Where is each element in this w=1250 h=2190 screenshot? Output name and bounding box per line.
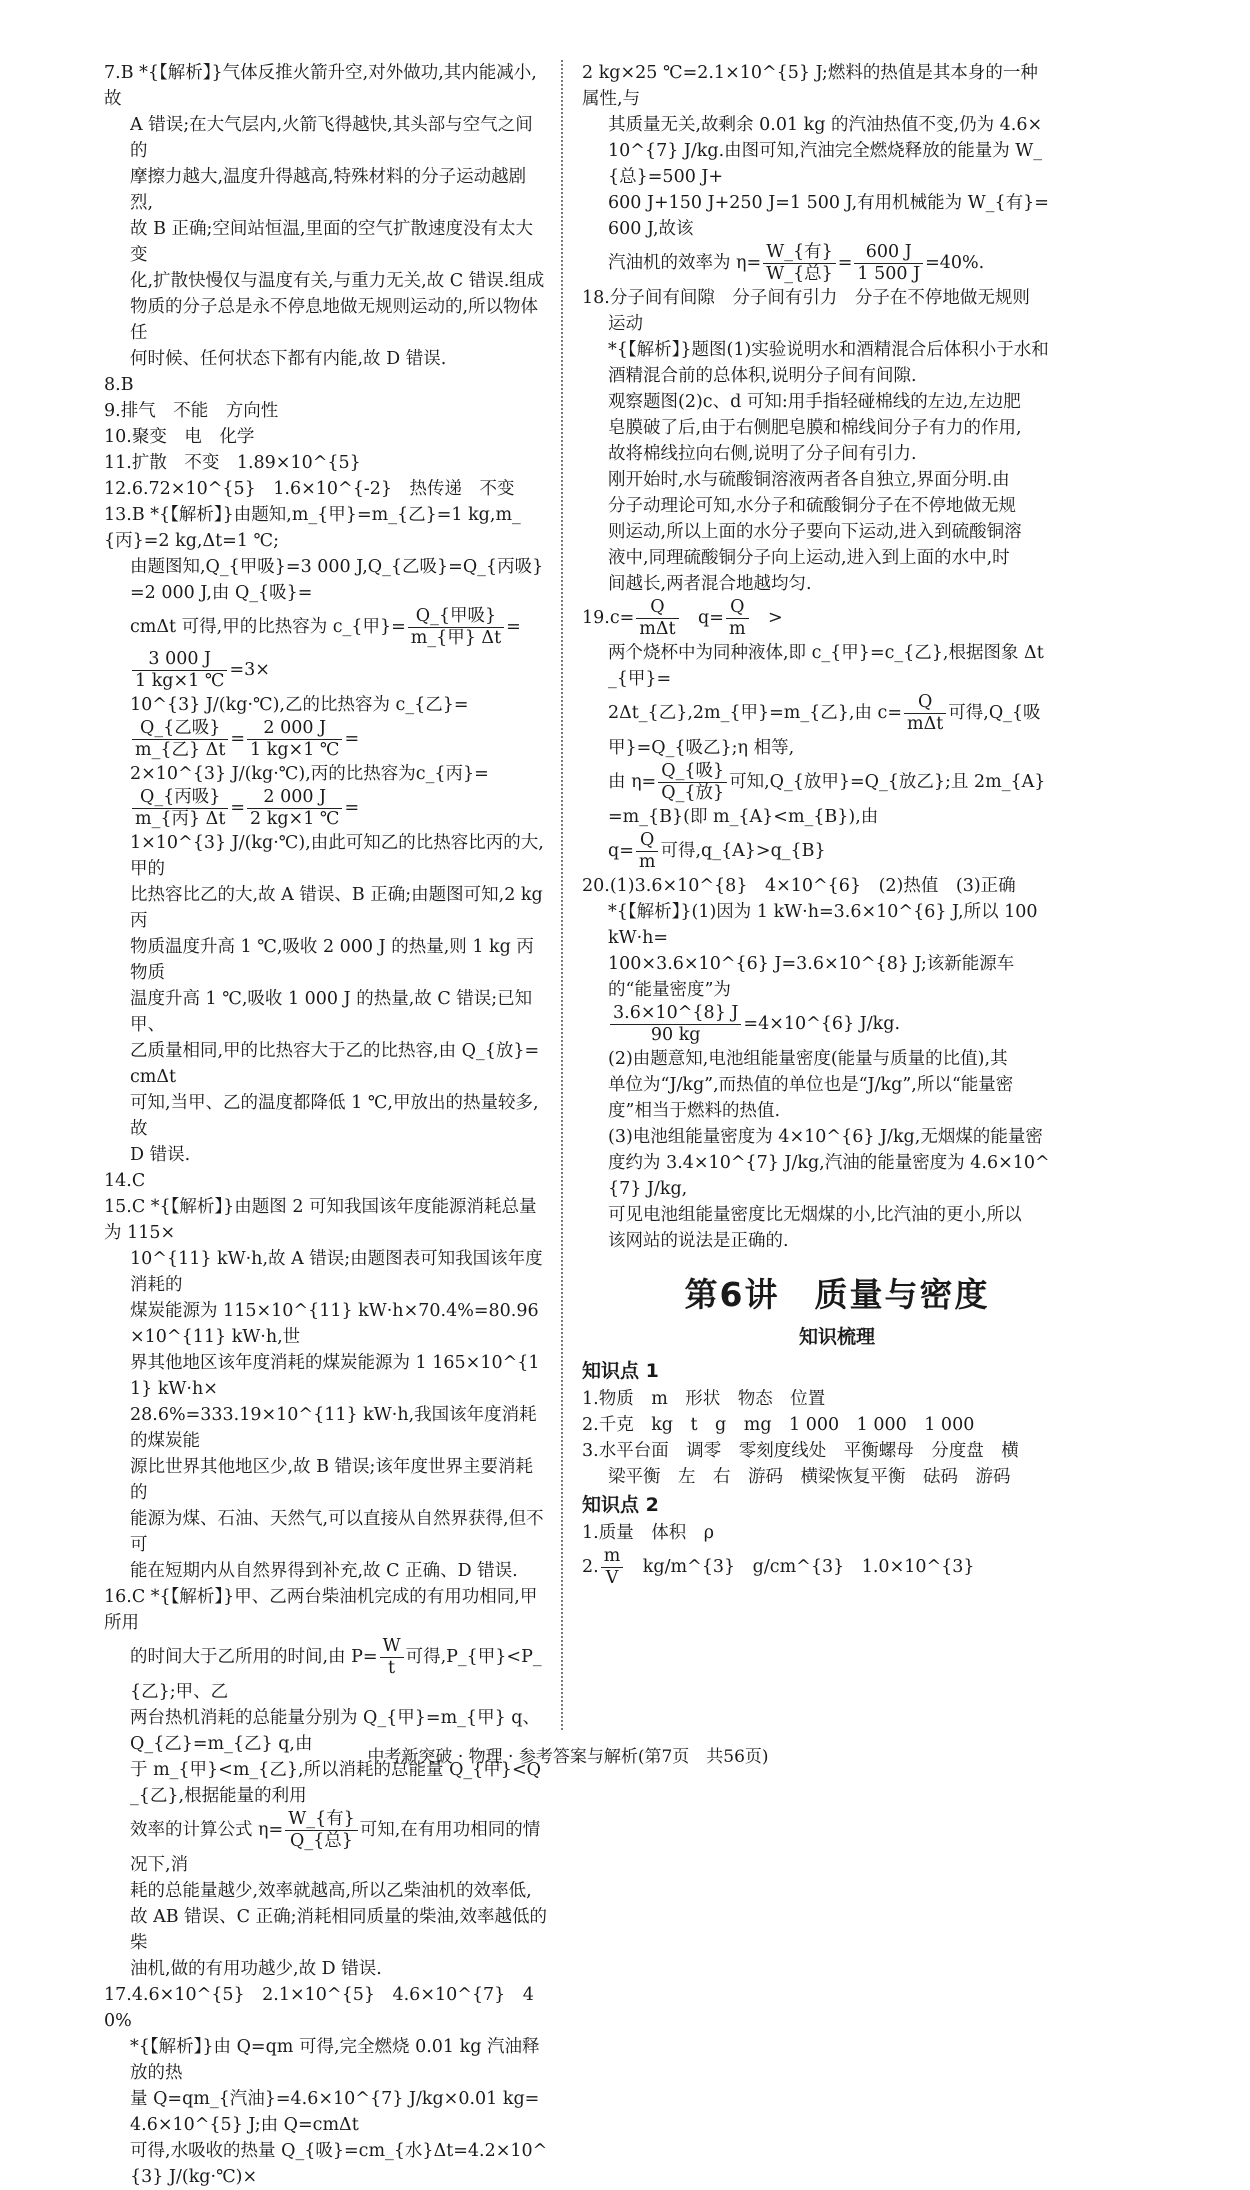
text-line bbox=[582, 830, 1052, 873]
fraction-denominator: m_{丙} Δt bbox=[135, 809, 226, 829]
text-run: 19.c= bbox=[582, 608, 635, 628]
fraction-denominator: 1 500 J bbox=[857, 264, 921, 284]
text-line bbox=[104, 1809, 548, 1878]
text-line: 源比世界其他地区少,故 B 错误;该年度世界主要消耗的 bbox=[130, 1457, 533, 1503]
answer-item bbox=[582, 1412, 1052, 1438]
text-line: 2.千克 kg t g mg 1 000 1 000 1 000 bbox=[582, 1415, 975, 1435]
fraction bbox=[763, 242, 836, 285]
text-run: kg/m^{3} g/cm^{3} 1.0×10^{3} bbox=[625, 1557, 975, 1577]
fraction bbox=[132, 787, 228, 830]
text-line: 13.B *{【解析】}由题知,m_{甲}=m_{乙}=1 kg,m_{丙}=2 kg,Δt=1 ℃; bbox=[104, 505, 521, 551]
text-run: 10^{3} J/(kg·℃),乙的比热容为 c_{乙}= bbox=[130, 695, 469, 715]
text-run: > bbox=[750, 608, 783, 628]
text-line: (3)电池组能量密度为 4×10^{6} J/kg,无烟煤的能量密 bbox=[608, 1127, 1043, 1147]
text-run: 2. bbox=[582, 1557, 599, 1577]
text-line bbox=[582, 242, 1052, 285]
text-line: 100×3.6×10^{6} J=3.6×10^{8} J;该新能源车的“能量密度”为 bbox=[608, 954, 1015, 1000]
text-line: 9.排气 不能 方向性 bbox=[104, 401, 279, 421]
text-run: 汽油机的效率为 η= bbox=[608, 253, 762, 273]
text-line: 20.(1)3.6×10^{8} 4×10^{6} (2)热值 (3)正确 bbox=[582, 876, 1016, 896]
fraction-numerator: W_{有} bbox=[285, 1809, 358, 1831]
text-line: 皂膜破了后,由于右侧肥皂膜和棉线间分子有力的作用, bbox=[608, 418, 1022, 438]
fraction bbox=[854, 242, 923, 285]
text-run: q= bbox=[608, 841, 634, 861]
fraction-denominator: Q_{放} bbox=[661, 783, 725, 803]
text-line: 比热容比乙的大,故 A 错误、B 正确;由题图可知,2 kg 丙 bbox=[130, 885, 543, 931]
column-divider bbox=[561, 60, 563, 1730]
text-line: 两个烧杯中为同种液体,即 c_{甲}=c_{乙},根据图象 Δt_{甲}= bbox=[608, 643, 1044, 689]
fraction-denominator: Q_{总} bbox=[290, 1831, 353, 1851]
text-line: D 错误. bbox=[130, 1145, 191, 1165]
text-line: 10.聚变 电 化学 bbox=[104, 427, 255, 447]
fraction-denominator: W_{总} bbox=[766, 264, 833, 284]
answer-item bbox=[104, 398, 548, 424]
text-line: 两台热机消耗的总能量分别为 Q_{甲}=m_{甲} q、Q_{乙}=m_{乙} q,由 bbox=[130, 1708, 540, 1754]
answer-item bbox=[582, 597, 1052, 873]
answer-item bbox=[104, 1194, 548, 1584]
text-line: 化,扩散快慢仅与温度有关,与重力无关,故 C 错误.组成 bbox=[130, 271, 545, 291]
fraction bbox=[132, 649, 227, 692]
fraction bbox=[904, 692, 946, 735]
text-line: 8.B bbox=[104, 375, 134, 395]
answer-item bbox=[104, 1168, 548, 1194]
fraction bbox=[247, 718, 342, 761]
text-line: 酒精混合前的总体积,说明分子间有间隙. bbox=[608, 366, 917, 386]
text-line: 1.物质 m 形状 物态 位置 bbox=[582, 1389, 826, 1409]
text-line: 度约为 3.4×10^{7} J/kg,汽油的能量密度为 4.6×10^{7} J/kg, bbox=[608, 1153, 1050, 1199]
text-line: 温度升高 1 ℃,吸收 1 000 J 的热量,故 C 错误;已知甲、 bbox=[130, 989, 533, 1035]
text-line: 7.B *{【解析】}气体反推火箭升空,对外做功,其内能减小,故 bbox=[104, 63, 537, 109]
text-line: 故 B 正确;空间站恒温,里面的空气扩散速度没有太大变 bbox=[130, 219, 533, 265]
fraction-numerator: 3.6×10^{8} J bbox=[610, 1003, 741, 1025]
text-line: *{【解析】}(1)因为 1 kW·h=3.6×10^{6} J,所以 100 kW·h= bbox=[608, 902, 1038, 948]
text-line: 15.C *{【解析】}由题图 2 可知我国该年度能源消耗总量为 115× bbox=[104, 1197, 537, 1243]
text-run: 可得,P_{甲}<P_{乙};甲、乙 bbox=[130, 1647, 542, 1702]
fraction-denominator: mΔt bbox=[907, 714, 944, 734]
text-run: =4×10^{6} J/kg. bbox=[743, 1014, 901, 1034]
lecture-title: 第6讲 质量与密度 bbox=[684, 1275, 990, 1314]
text-line bbox=[104, 606, 548, 692]
text-run: 2×10^{3} J/(kg·℃),丙的比热容为c_{丙}= bbox=[130, 764, 489, 784]
text-run: = bbox=[837, 253, 853, 273]
answer-item bbox=[582, 1546, 1052, 1589]
fraction-numerator: Q_{甲吸} bbox=[408, 606, 504, 628]
fraction-numerator: W bbox=[380, 1636, 404, 1658]
text-line bbox=[104, 1636, 548, 1705]
answer-item bbox=[104, 450, 548, 476]
answer-item bbox=[582, 873, 1052, 1254]
fraction-denominator: m_{甲} Δt bbox=[410, 628, 502, 648]
fraction bbox=[408, 606, 504, 649]
fraction-numerator: Q bbox=[904, 692, 946, 714]
fraction-numerator: W_{有} bbox=[763, 242, 836, 264]
fraction-numerator: Q bbox=[636, 830, 659, 852]
answer-item bbox=[104, 476, 548, 502]
fraction-numerator: 3 000 J bbox=[132, 649, 227, 671]
knowledge-point-1-title: 知识点 1 bbox=[582, 1360, 659, 1382]
fraction-numerator: Q bbox=[726, 597, 749, 619]
text-line: 观察题图(2)c、d 可知:用手指轻碰棉线的左边,左边肥 bbox=[608, 392, 1021, 412]
text-run: =40%. bbox=[925, 253, 985, 273]
text-line: 乙质量相同,甲的比热容大于乙的比热容,由 Q_{放}=cmΔt bbox=[130, 1041, 540, 1087]
text-line: 12.6.72×10^{5} 1.6×10^{-2} 热传递 不变 bbox=[104, 479, 515, 499]
text-run: cmΔt 可得,甲的比热容为 c_{甲}= bbox=[130, 617, 406, 637]
text-line: 2 kg×25 ℃=2.1×10^{5} J;燃料的热值是其本身的一种属性,与 bbox=[582, 63, 1038, 109]
text-line: 物质温度升高 1 ℃,吸收 2 000 J 的热量,则 1 kg 丙物质 bbox=[130, 937, 534, 983]
text-line: 1×10^{3} J/(kg·℃),由此可知乙的比热容比丙的大,甲的 bbox=[130, 833, 544, 879]
text-line: 何时候、任何状态下都有内能,故 D 错误. bbox=[130, 349, 447, 369]
text-line: 3.水平台面 调零 零刻度线处 平衡螺母 分度盘 横 bbox=[582, 1441, 1019, 1461]
text-run: q= bbox=[680, 608, 724, 628]
text-run: 2Δt_{乙},2m_{甲}=m_{乙},由 c= bbox=[608, 703, 902, 723]
fraction-denominator: 90 kg bbox=[650, 1025, 701, 1045]
text-line: 17.4.6×10^{5} 2.1×10^{5} 4.6×10^{7} 40% bbox=[104, 1985, 534, 2031]
fraction bbox=[636, 830, 659, 873]
text-line: 运动 bbox=[608, 314, 643, 334]
answer-item bbox=[104, 502, 548, 1168]
fraction bbox=[285, 1809, 358, 1852]
answer-item bbox=[104, 1982, 548, 2190]
answer-item bbox=[582, 285, 1052, 597]
text-line: 间越长,两者混合地越均匀. bbox=[608, 574, 812, 594]
text-line: 物质的分子总是永不停息地做无规则运动的,所以物体任 bbox=[130, 297, 539, 343]
answer-item bbox=[104, 424, 548, 450]
answer-item bbox=[104, 60, 548, 372]
answer-item bbox=[582, 1520, 1052, 1546]
text-line: 摩擦力越大,温度升得越高,特殊材料的分子运动越剧烈, bbox=[130, 167, 527, 213]
answer-item bbox=[582, 60, 1052, 285]
text-line: 1.质量 体积 ρ bbox=[582, 1523, 714, 1543]
text-line bbox=[582, 692, 1052, 761]
fraction-numerator: 2 000 J bbox=[247, 718, 342, 740]
fraction-denominator: mΔt bbox=[639, 619, 676, 639]
fraction bbox=[132, 718, 228, 761]
text-run: = bbox=[344, 729, 360, 749]
knowledge-point-2-title: 知识点 2 bbox=[582, 1494, 659, 1516]
fraction-denominator: t bbox=[388, 1658, 396, 1678]
text-run: = bbox=[230, 729, 246, 749]
knowledge-point-2-list bbox=[582, 1520, 1052, 1589]
fraction-denominator: 1 kg×1 ℃ bbox=[135, 671, 225, 691]
text-line: 14.C bbox=[104, 1171, 146, 1191]
text-line: 可知,当甲、乙的温度都降低 1 ℃,甲放出的热量较多,故 bbox=[130, 1093, 539, 1139]
text-line: (2)由题意知,电池组能量密度(能量与质量的比值),其 bbox=[608, 1049, 1008, 1069]
answer-item bbox=[104, 372, 548, 398]
text-line: 10^{7} J/kg.由图可知,汽油完全燃烧释放的能量为 W_{总}=500 J+ bbox=[608, 141, 1043, 187]
fraction-denominator: m bbox=[638, 852, 656, 872]
text-line: 煤炭能源为 115×10^{11} kW·h×70.4%=80.96×10^{11} kW·h,世 bbox=[130, 1301, 539, 1347]
text-run: 效率的计算公式 η= bbox=[130, 1820, 284, 1840]
text-line: 28.6%=333.19×10^{11} kW·h,我国该年度消耗的煤炭能 bbox=[130, 1405, 537, 1451]
fraction bbox=[610, 1003, 741, 1046]
text-line: 梁平衡 左 右 游码 横梁恢复平衡 砝码 游码 bbox=[608, 1467, 1011, 1487]
text-line: 600 J+150 J+250 J=1 500 J,有用机械能为 W_{有}=600 J,故该 bbox=[608, 193, 1049, 239]
fraction-numerator: 600 J bbox=[854, 242, 923, 264]
left-column bbox=[104, 60, 548, 2190]
fraction-numerator: Q_{吸} bbox=[658, 761, 727, 783]
text-line: 液中,同理硫酸铜分子向上运动,进入到上面的水中,时 bbox=[608, 548, 1010, 568]
fraction-denominator: m_{乙} Δt bbox=[135, 740, 226, 760]
text-line bbox=[582, 761, 1052, 830]
text-line: 能在短期内从自然界得到补充,故 C 正确、D 错误. bbox=[130, 1561, 518, 1581]
text-line bbox=[582, 1003, 1052, 1046]
text-run: 可得,Q_{吸甲}=Q_{吸乙};η 相等, bbox=[608, 703, 1041, 758]
text-line: 10^{11} kW·h,故 A 错误;由题图表可知我国该年度消耗的 bbox=[130, 1249, 543, 1295]
text-line: 该网站的说法是正确的. bbox=[608, 1231, 789, 1251]
text-run: = bbox=[344, 798, 360, 818]
text-run: 的时间大于乙所用的时间,由 P= bbox=[130, 1647, 378, 1667]
text-run: 可得,q_{A}>q_{B} bbox=[660, 841, 826, 861]
text-line: 可得,水吸收的热量 Q_{吸}=cm_{水}Δt=4.2×10^{3} J/(kg·℃)× bbox=[130, 2141, 548, 2187]
text-run: 可知,Q_{放甲}=Q_{放乙};且 2m_{A}=m_{B}(即 m_{A}<m_{B}),由 bbox=[608, 772, 1046, 827]
text-run: = bbox=[506, 617, 521, 637]
text-run: 可知,在有用功相同的情况下,消 bbox=[130, 1820, 541, 1875]
text-line bbox=[582, 1546, 1052, 1589]
text-line: 耗的总能量越少,效率就越高,所以乙柴油机的效率低, bbox=[130, 1881, 532, 1901]
text-line: 则运动,所以上面的水分子要向下运动,进入到硫酸铜溶 bbox=[608, 522, 1022, 542]
answers-list bbox=[582, 60, 1052, 1254]
text-line bbox=[582, 597, 1052, 640]
fraction-numerator: 2 000 J bbox=[247, 787, 342, 809]
fraction-numerator: Q_{丙吸} bbox=[132, 787, 228, 809]
text-line bbox=[104, 761, 548, 830]
text-line: 18.分子间有间隙 分子间有引力 分子在不停地做无规则 bbox=[582, 288, 1030, 308]
fraction bbox=[247, 787, 342, 830]
text-line: 分子动理论可知,水分子和硫酸铜分子在不停地做无规 bbox=[608, 496, 1017, 516]
fraction-denominator: V bbox=[605, 1568, 619, 1588]
fraction-denominator: m bbox=[728, 619, 746, 639]
text-line: 油机,做的有用功越少,故 D 错误. bbox=[130, 1959, 382, 1979]
text-run: =3× bbox=[229, 660, 270, 680]
text-line: *{【解析】}题图(1)实验说明水和酒精混合后体积小于水和 bbox=[608, 340, 1049, 360]
text-line: 由题图知,Q_{甲吸}=3 000 J,Q_{乙吸}=Q_{丙吸}=2 000 J,由 Q_{吸}= bbox=[130, 557, 544, 603]
text-line: 故 AB 错误、C 正确;消耗相同质量的柴油,效率越低的柴 bbox=[130, 1907, 548, 1953]
text-line bbox=[104, 692, 548, 761]
page-footer: 中考新突破 · 物理 · 参考答案与解析(第7页 共56页) bbox=[367, 1747, 769, 1767]
text-line: A 错误;在大气层内,火箭飞得越快,其头部与空气之间的 bbox=[130, 115, 533, 161]
fraction-numerator: Q bbox=[636, 597, 678, 619]
text-run: = bbox=[230, 798, 246, 818]
text-line: 量 Q=qm_{汽油}=4.6×10^{7} J/kg×0.01 kg=4.6×10^{5} J;由 Q=cmΔt bbox=[130, 2089, 540, 2135]
answer-item bbox=[582, 1438, 1052, 1490]
text-line: 其质量无关,故剩余 0.01 kg 的汽油热值不变,仍为 4.6× bbox=[608, 115, 1043, 135]
text-line: 界其他地区该年度消耗的煤炭能源为 1 165×10^{11} kW·h× bbox=[130, 1353, 540, 1399]
fraction bbox=[601, 1546, 624, 1589]
text-line: *{【解析】}由 Q=qm 可得,完全燃烧 0.01 kg 汽油释放的热 bbox=[130, 2037, 540, 2083]
text-line: 16.C *{【解析】}甲、乙两台柴油机完成的有用功相同,甲所用 bbox=[104, 1587, 538, 1633]
knowledge-point-1-list bbox=[582, 1386, 1052, 1490]
fraction-numerator: Q_{乙吸} bbox=[132, 718, 228, 740]
section-title: 知识梳理 bbox=[798, 1326, 875, 1348]
fraction bbox=[636, 597, 678, 640]
text-line: 能源为煤、石油、天然气,可以直接从自然界获得,但不可 bbox=[130, 1509, 544, 1555]
text-line: 单位为“J/kg”,而热值的单位也是“J/kg”,所以“能量密 bbox=[608, 1075, 1014, 1095]
fraction bbox=[726, 597, 749, 640]
right-column bbox=[582, 60, 1052, 1589]
text-line: 刚开始时,水与硫酸铜溶液两者各自独立,界面分明.由 bbox=[608, 470, 1010, 490]
text-run: 由 η= bbox=[608, 772, 657, 792]
text-line: 故将棉线拉向右侧,说明了分子间有引力. bbox=[608, 444, 917, 464]
fraction bbox=[658, 761, 727, 804]
text-line: 11.扩散 不变 1.89×10^{5} bbox=[104, 453, 361, 473]
answer-item bbox=[104, 1584, 548, 1982]
answer-item bbox=[582, 1386, 1052, 1412]
text-line: 度”相当于燃料的热值. bbox=[608, 1101, 781, 1121]
text-line: 可见电池组能量密度比无烟煤的小,比汽油的更小,所以 bbox=[608, 1205, 1022, 1225]
fraction-numerator: m bbox=[601, 1546, 624, 1568]
fraction bbox=[380, 1636, 404, 1679]
fraction-denominator: 2 kg×1 ℃ bbox=[250, 809, 340, 829]
text-line: 于 m_{甲}<m_{乙},所以消耗的总能量 Q_{甲}<Q_{乙},根据能量的利用 bbox=[130, 1760, 541, 1806]
fraction-denominator: 1 kg×1 ℃ bbox=[250, 740, 340, 760]
